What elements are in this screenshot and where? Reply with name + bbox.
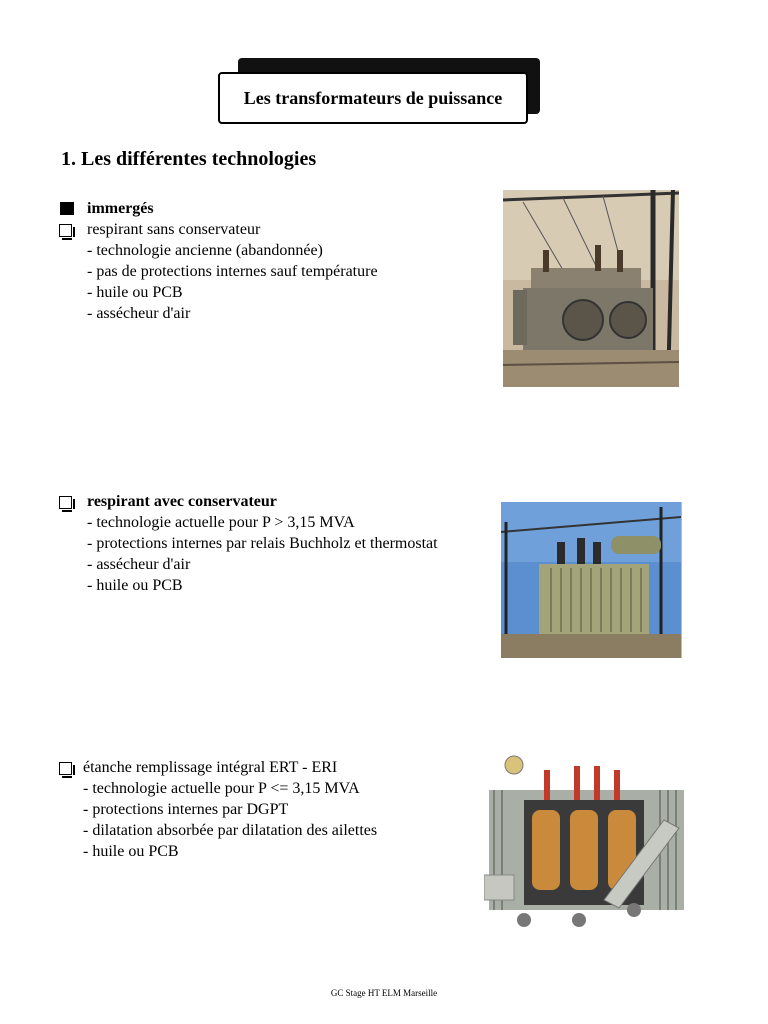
group1-detail: - pas de protections internes sauf température: [87, 263, 378, 280]
transformer-photo-1: [503, 190, 679, 387]
group3-detail: - dilatation absorbée par dilatation des ailettes: [83, 822, 378, 839]
group3-detail: - protections internes par DGPT: [83, 801, 289, 818]
group2-detail: - huile ou PCB: [87, 577, 183, 594]
box-bullet-icon: [59, 496, 72, 509]
group1-item: respirant sans conservateur: [87, 221, 261, 238]
section-heading: 1. Les différentes technologies: [61, 148, 317, 170]
box-bullet-icon: [59, 224, 72, 237]
group1-heading: immergés: [87, 200, 154, 217]
transformer-photo-2: [501, 502, 682, 658]
group3-detail: - technologie actuelle pour P <= 3,15 MVA: [83, 780, 360, 797]
box-bullet-icon: [59, 762, 72, 775]
page-footer: GC Stage HT ELM Marseille: [330, 988, 438, 998]
group1-detail: - assécheur d'air: [87, 305, 191, 322]
group3-detail: - huile ou PCB: [83, 843, 179, 860]
group2-detail: - protections internes par relais Buchholz et thermostat: [87, 535, 438, 552]
group2-detail: - technologie actuelle pour P > 3,15 MVA: [87, 514, 355, 531]
group2-detail: - assécheur d'air: [87, 556, 191, 573]
transformer-photo-3: [484, 750, 698, 932]
group1-detail: - huile ou PCB: [87, 284, 183, 301]
page-title: Les transformateurs de puissance: [218, 72, 528, 124]
group1-detail: - technologie ancienne (abandonnée): [87, 242, 323, 259]
title-frame: [218, 58, 542, 128]
group2-heading: respirant avec conservateur: [87, 493, 277, 510]
filled-square-bullet-icon: [60, 202, 74, 215]
group3-heading: étanche remplissage intégral ERT - ERI: [83, 759, 338, 776]
